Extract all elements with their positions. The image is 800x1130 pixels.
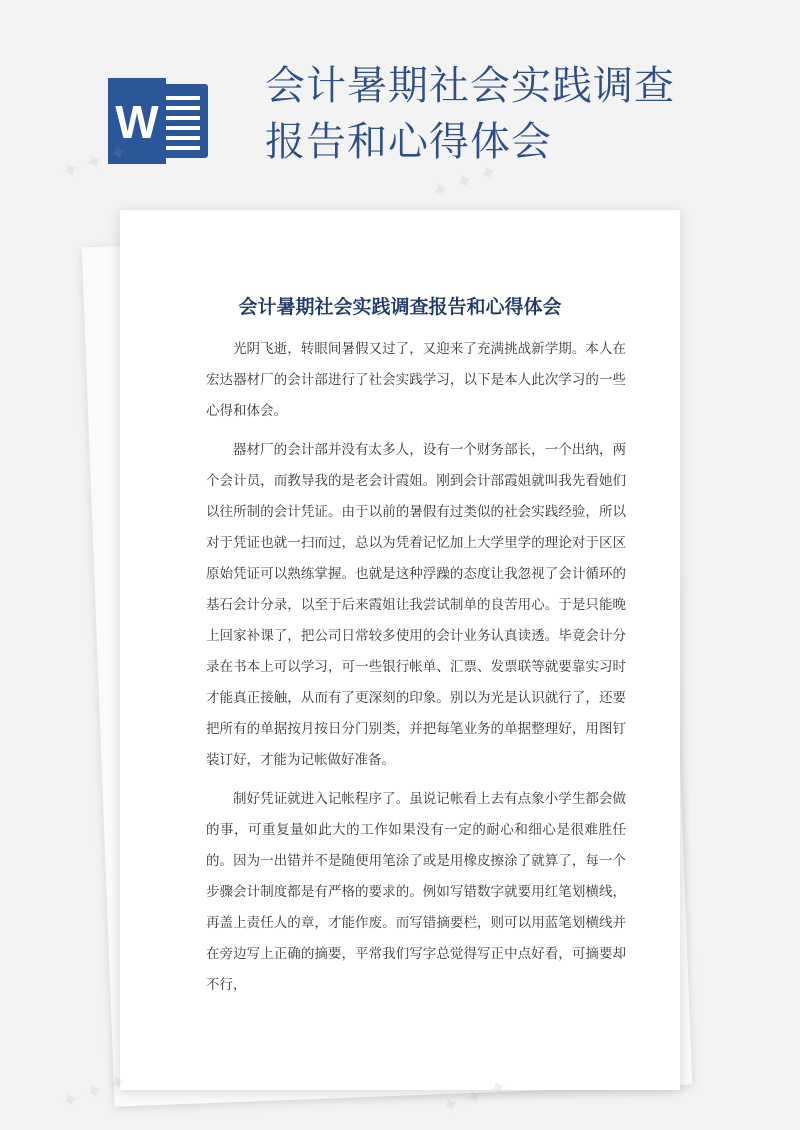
document-body — [206, 334, 626, 1009]
word-document-icon — [108, 78, 212, 164]
document-sheet — [120, 210, 680, 1090]
paragraph-2: 器材厂的会计部并没有太多人，设有一个财务部长，一个出纳，两个会计员，而教导我的是老会计霞姐。刚到会计部霞姐就叫我先看她们以往所制的会计凭证。由于以前的暑假有过类似的社会实践经验，所以对于凭证也就一扫而过，总以为凭着记忆加上大学里学的理论对于区区原始凭证可以熟练掌握。也就是这种浮躁的态度让我忽视了会计循环的基石会计分录，以至于后来霞姐让我尝试制单的良苦用心。于是只能晚上回家补课了，把公司日常较多使用的会计业务认真读透。毕竟会计分录在书本上可以学习，可一些银行帐单、汇票、发票联等就要靠实习时才能真正接触，从而有了更深刻的印象。别以为光是认识就行了，还要把所有的单据按月按日分门别类，并把每笔业务的单据整理好，用图钉装订好，才能为记帐做好准备。 — [206, 442, 626, 768]
word-icon-letter: W — [115, 96, 159, 148]
paragraph-3: 制好凭证就进入记帐程序了。虽说记帐看上去有点象小学生都会做的事，可重复量如此大的工作如果没有一定的耐心和细心是很难胜任的。因为一出错并不是随便用笔涂了或是用橡皮擦涂了就算了，每一个步骤会计制度都是有严格的要求的。例如写错数字就要用红笔划横线，再盖上责任人的章，才能作废。而写错摘要栏，则可以用蓝笔划横线并在旁边写上正确的摘要，平常我们写字总觉得写正中点好看，可摘要却不行， — [206, 791, 626, 993]
page-title — [265, 58, 785, 170]
watermark-decoration: ✦ ✦ ✦ — [427, 158, 502, 207]
watermark-decoration: ✦ ✦ ✦ — [57, 1068, 132, 1117]
watermark-decoration: ✦ ✦ ✦ — [437, 1073, 512, 1122]
page-title-line-1: 会计暑期社会实践调查 — [265, 63, 675, 109]
paragraph-1: 光阴飞逝，转眼间暑假又过了，又迎来了充满挑战新学期。本人在宏达器材厂的会计部进行了社会实践学习，以下是本人此次学习的一些心得和体会。 — [206, 341, 626, 419]
page-title-line-2: 报告和心得体会 — [265, 119, 552, 165]
document-title: 会计暑期社会实践调查报告和心得体会 — [238, 296, 562, 318]
watermark-decoration: ✦ ✦ ✦ — [57, 138, 132, 187]
